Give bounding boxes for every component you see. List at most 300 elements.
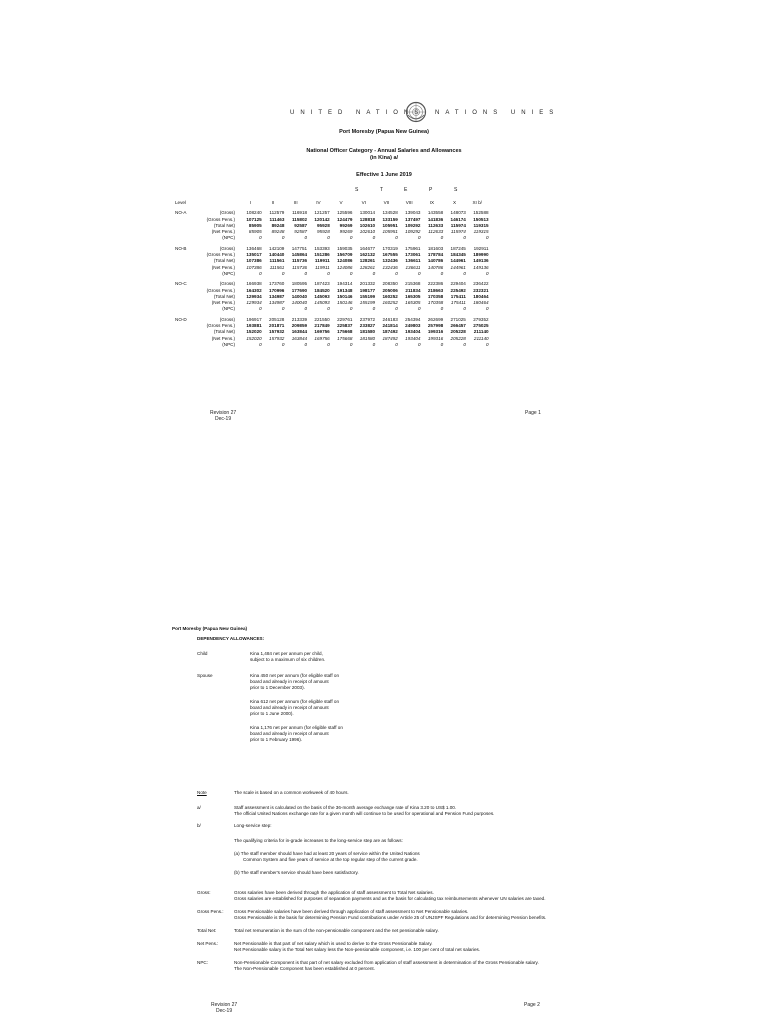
salary-cell: 187423 <box>314 281 330 287</box>
salary-cell: 209859 <box>291 323 308 329</box>
salary-cell: 115802 <box>291 216 308 222</box>
salary-cell: 129934 <box>246 293 262 299</box>
salary-cell: 0 <box>327 306 330 312</box>
salary-cell: 193404 <box>405 329 421 335</box>
salary-cell: 180464 <box>473 300 489 306</box>
salary-cell: 211834 <box>405 287 421 293</box>
salary-cell: 257998 <box>427 323 444 329</box>
salary-cell: 132436 <box>382 258 398 264</box>
salary-cell: 119315 <box>473 229 489 235</box>
salary-cell: 0 <box>486 341 489 347</box>
salary-cell: 109292 <box>405 222 421 228</box>
salary-cell: 0 <box>463 341 466 347</box>
step-header: X <box>452 200 457 205</box>
effective-date: Effective 1 June 2019 <box>356 172 412 178</box>
salary-cell: 0 <box>417 235 421 241</box>
salary-cell: 0 <box>304 341 308 347</box>
salary-cell: 233827 <box>359 323 376 329</box>
step-header: I <box>249 200 251 205</box>
salary-cell: 187245 <box>450 245 466 251</box>
salary-cell: 0 <box>349 270 353 276</box>
revision-date: Dec-19 <box>216 1008 233 1014</box>
salary-cell: 254394 <box>405 316 421 322</box>
salary-cell: 236422 <box>473 281 489 287</box>
row-label: (Gross) <box>219 210 235 216</box>
child-label: Child <box>197 651 208 656</box>
net-pens-label: Net Pens.: <box>197 941 219 946</box>
step-header: IX <box>429 200 435 205</box>
npc-label: NPC: <box>197 960 208 965</box>
salary-cell: 0 <box>395 270 398 276</box>
revision-label: Revision 27 <box>211 1002 238 1008</box>
page-number-1: Page 1 <box>525 410 541 416</box>
row-label: (Gross) <box>219 281 235 287</box>
salary-cell: 136611 <box>405 258 421 264</box>
salary-cell: 173760 <box>269 281 285 287</box>
salary-cell: 229761 <box>337 316 353 322</box>
un-emblem-icon <box>405 101 427 123</box>
salary-cell: 108240 <box>246 210 262 216</box>
salary-cell: 181580 <box>359 329 376 335</box>
salary-cell: 134987 <box>269 300 285 306</box>
salary-cell: 119315 <box>473 222 489 228</box>
salary-cell: 164677 <box>359 245 376 251</box>
spouse-text-2: Kina 612 net per annum (for eligible staff on board and already in receipt of amount prior to 1 June 2000). <box>250 699 340 716</box>
salary-cell: 0 <box>486 306 489 312</box>
salary-cell: 208350 <box>382 281 398 287</box>
net-pens-text: Net Pensionable is that part of net salary which is used to derive to the Gross Pensionable Salary. Net Pensionable salary is the Total Net salary less the Non-pensionable component, i.e. 100 per cent of total net salaries. <box>234 941 481 952</box>
salary-cell: 140786 <box>427 258 444 264</box>
salary-cell: 105951 <box>382 229 398 235</box>
salary-cell: 0 <box>259 270 262 276</box>
salary-cell: 119911 <box>314 258 330 264</box>
salary-cell: 137497 <box>405 216 421 222</box>
salary-cell: 124086 <box>337 258 353 264</box>
salary-cell: 0 <box>463 235 466 241</box>
salary-cell: 225492 <box>450 287 466 293</box>
salary-cell: 85905 <box>248 229 262 235</box>
salary-cell: 111561 <box>269 264 285 270</box>
salary-cell: 95928 <box>316 222 330 228</box>
salary-cell: 0 <box>349 235 353 241</box>
salary-cell: 184345 <box>450 252 466 258</box>
salary-cell: 152020 <box>246 329 262 335</box>
step-header: VIII <box>405 200 413 205</box>
salary-cell: 107125 <box>246 216 262 222</box>
un-english: UNITED NATIONS <box>290 110 425 116</box>
footnote-a-label: a/ <box>197 805 201 810</box>
salary-table <box>175 200 489 352</box>
row-label: (Net Pens.) <box>211 229 235 235</box>
note-text: The scale is based on a common workweek of 40 hours. <box>234 790 349 795</box>
salary-cell: 140040 <box>291 293 308 299</box>
salary-cell: 0 <box>372 341 376 347</box>
salary-cell: 187492 <box>382 335 398 341</box>
salary-cell: 92587 <box>294 229 308 235</box>
gross-label: Gross: <box>197 890 211 895</box>
salary-cell: 170319 <box>382 245 398 251</box>
row-label: (Gross Pens.) <box>206 287 235 293</box>
salary-cell: 160252 <box>382 300 398 306</box>
row-label: (Gross Pens.) <box>206 216 235 222</box>
salary-cell: 218663 <box>427 287 444 293</box>
salary-cell: 99269 <box>339 229 353 235</box>
row-label: (NPC) <box>222 306 235 312</box>
salary-cell: 150513 <box>473 216 489 222</box>
salary-cell: 142109 <box>269 245 285 251</box>
row-label: (NPC) <box>222 235 235 241</box>
salary-cell: 152020 <box>246 335 262 341</box>
salary-cell: 246183 <box>382 316 398 322</box>
salary-cell: 199316 <box>427 329 444 335</box>
salary-cell: 0 <box>349 306 353 312</box>
salary-cell: 241814 <box>382 323 398 329</box>
salary-cell: 0 <box>440 306 444 312</box>
salary-cell: 0 <box>486 270 489 276</box>
salary-cell: 139043 <box>405 210 421 216</box>
salary-cell: 162132 <box>359 252 376 258</box>
salary-cell: 111561 <box>269 258 285 264</box>
salary-cell: 194314 <box>337 281 353 287</box>
salary-cell: 189990 <box>473 252 489 258</box>
salary-cell: 0 <box>259 306 262 312</box>
salary-cell: 0 <box>349 341 353 347</box>
salary-cell: 156709 <box>337 252 353 258</box>
salary-cell: 128261 <box>359 264 376 270</box>
salary-cell: 175668 <box>337 335 353 341</box>
row-label: (Gross Pens.) <box>206 323 235 329</box>
salary-cell: 184520 <box>314 287 330 293</box>
salary-cell: 225837 <box>337 323 353 329</box>
npc-text: Non-Pensionable Component is that part of net salary excluded from application of staff assessment in determination of the Gross Pensionable salary. The Non-Pensionable Component has been established at 0 percent. <box>234 960 539 971</box>
salary-cell: 112633 <box>428 222 444 228</box>
row-label: (Gross Pens.) <box>206 252 235 258</box>
spouse-text-3: Kina 1,176 net per annum (for eligible staff on board and already in receipt of amount prior to 1 February 1996). <box>250 725 343 742</box>
row-label: (Total Net) <box>213 293 235 299</box>
salary-cell: 175961 <box>405 245 421 251</box>
salary-cell: 0 <box>463 270 466 276</box>
salary-cell: 115974 <box>450 229 466 235</box>
salary-cell: 149136 <box>473 258 489 264</box>
salary-cell: 279352 <box>473 316 489 322</box>
salary-cell: 157932 <box>269 335 285 341</box>
salary-cell: 0 <box>281 235 285 241</box>
salary-cell: 205006 <box>382 287 398 293</box>
salary-cell: 132436 <box>382 264 398 270</box>
level-name: NO-A <box>175 210 187 216</box>
salary-cell: 0 <box>327 235 330 241</box>
total-net-text: Total net remuneration is the sum of the non-pensionable component and the net pensionable salary. <box>234 928 439 933</box>
salary-cell: 175411 <box>450 300 466 306</box>
level-name: NO-C <box>175 281 187 287</box>
salary-cell: 0 <box>395 306 398 312</box>
salary-cell: 163844 <box>291 335 308 341</box>
salary-cell: 153393 <box>314 245 330 251</box>
salary-cell: 0 <box>486 235 489 241</box>
doc-title: National Officer Category - Annual Salaries and Allowances <box>306 148 462 154</box>
salary-cell: 134528 <box>382 210 398 216</box>
page-number-2: Page 2 <box>524 1002 540 1008</box>
salary-cell: 146174 <box>450 216 466 222</box>
salary-cell: 92587 <box>294 222 308 228</box>
salary-cell: 107386 <box>246 258 262 264</box>
row-label: (Total Net) <box>213 258 235 264</box>
salary-cell: 205228 <box>450 329 466 335</box>
salary-cell: 89248 <box>271 229 285 235</box>
salary-cell: 193404 <box>405 335 421 341</box>
salary-cell: 0 <box>372 306 376 312</box>
salary-cell: 128818 <box>359 216 376 222</box>
salary-cell: 215368 <box>405 281 421 287</box>
salary-cell: 201871 <box>269 323 285 329</box>
revision-label: Revision 27 <box>210 410 237 416</box>
step-header: IV <box>316 200 321 205</box>
gross-pens-text: Gross Pensionable salaries have been derived through application of staff assessment to Net Pensionable salaries. Gross Pensionable is the basis for determining Pension Fund contributions under Article 25 of UNJSPF Regulations and for determining Pension benefits. <box>234 909 547 920</box>
salary-cell: 165305 <box>405 293 421 299</box>
total-net-label: Total Net: <box>197 928 217 933</box>
salary-cell: 95928 <box>316 229 330 235</box>
salary-cell: 111463 <box>269 216 285 222</box>
salary-cell: 157932 <box>269 329 285 335</box>
salary-cell: 211140 <box>473 335 489 341</box>
salary-cell: 159035 <box>337 245 353 251</box>
step-header: III <box>293 200 298 205</box>
salary-cell: 177690 <box>291 287 308 293</box>
salary-cell: 143558 <box>427 210 444 216</box>
salary-cell: 0 <box>417 306 421 312</box>
salary-cell: 192911 <box>473 245 489 251</box>
salary-cell: 130014 <box>359 210 376 216</box>
salary-cell: 180464 <box>473 293 489 299</box>
salary-cell: 116918 <box>292 210 308 216</box>
row-label: (NPC) <box>222 341 235 347</box>
salary-cell: 0 <box>463 306 466 312</box>
salary-cell: 0 <box>259 235 262 241</box>
salary-cell: 175668 <box>337 329 353 335</box>
gross-text: Gross salaries have been derived through the application of staff assessment to Total Net salaries. Gross salaries are established for purposes of separation payments and as the basis for calculating tax reimbursements whenever UN salaries are taxed. <box>234 890 546 901</box>
salary-cell: 271025 <box>450 316 466 322</box>
salary-cell: 149136 <box>473 264 489 270</box>
salary-cell: 0 <box>327 341 330 347</box>
salary-cell: 199316 <box>427 335 444 341</box>
salary-cell: 145864 <box>291 252 308 258</box>
salary-cell: 0 <box>281 306 285 312</box>
table-row <box>175 271 489 277</box>
footnote-a-text: Staff assessment is calculated on the basis of the 36-month average exchange rate of Kina 3.20 to US$ 1.00. The official United Nations exchange rate for a given month will continue to be used for operational and Pension Fund purposes. <box>234 805 495 816</box>
row-label: (Gross) <box>219 245 235 251</box>
salary-cell: 175411 <box>450 293 466 299</box>
salary-cell: 187492 <box>382 329 398 335</box>
spouse-label: Spouse <box>197 673 213 678</box>
salary-cell: 107386 <box>246 264 262 270</box>
salary-cell: 151286 <box>314 252 330 258</box>
salary-cell: 211140 <box>473 329 489 335</box>
table-row <box>175 306 489 312</box>
salary-cell: 136468 <box>246 245 262 251</box>
salary-cell: 217849 <box>314 323 330 329</box>
salary-cell: 141836 <box>427 216 444 222</box>
salary-cell: 165305 <box>405 300 421 306</box>
salary-cell: 222386 <box>427 281 444 287</box>
salary-cell: 169756 <box>314 335 330 341</box>
level-name: NO-D <box>175 316 187 322</box>
table-spacer <box>175 348 489 352</box>
row-label: (Total Net) <box>213 222 235 228</box>
salary-cell: 145093 <box>314 293 330 299</box>
salary-cell: 0 <box>259 341 262 347</box>
salary-cell: 124479 <box>337 216 353 222</box>
salary-cell: 178784 <box>427 252 444 258</box>
salary-cell: 0 <box>327 270 330 276</box>
salary-cell: 102610 <box>359 229 376 235</box>
salary-cell: 148073 <box>450 210 466 216</box>
step-header: VII <box>383 200 390 205</box>
table-row <box>175 235 489 241</box>
child-text: Kina 1,484 net per annum per child, subject to a maximum of six children. <box>250 651 326 662</box>
salary-cell: 181603 <box>427 245 444 251</box>
footnote-b-text: Long-service step: <box>234 823 272 828</box>
salary-cell: 0 <box>304 306 308 312</box>
salary-cell: 0 <box>417 270 421 276</box>
salary-cell: 102610 <box>359 222 376 228</box>
level-header: Level <box>175 200 186 205</box>
row-label: (NPC) <box>222 270 235 276</box>
salary-cell: 135017 <box>246 252 262 258</box>
table-row <box>175 342 489 348</box>
row-label: (Net Pens.) <box>211 335 235 341</box>
salary-cell: 164302 <box>246 287 262 293</box>
salary-cell: 193881 <box>246 323 262 329</box>
salary-cell: 0 <box>440 235 444 241</box>
salary-cell: 196917 <box>246 316 262 322</box>
salary-cell: 262699 <box>427 316 444 322</box>
salary-cell: 237972 <box>359 316 376 322</box>
salary-cell: 201332 <box>359 281 376 287</box>
salary-cell: 249803 <box>405 323 421 329</box>
step-header: II <box>271 200 275 205</box>
salary-cell: 167555 <box>382 252 398 258</box>
footnote-b-a: (a) The staff member should have had at least 20 years of service within the United Nations Common System and five years of service at the top regular step of the current grade. <box>234 851 420 862</box>
salary-cell: 150146 <box>337 293 353 299</box>
salary-cell: 150146 <box>337 300 353 306</box>
salary-cell: 140040 <box>291 300 308 306</box>
salary-cell: 121257 <box>314 210 330 216</box>
salary-cell: 105951 <box>382 222 398 228</box>
salary-cell: 120142 <box>314 216 330 222</box>
spouse-text-1: Kina 450 net per annum (for eligible staff on board and already in receipt of amount prior to 1 December 2003). <box>250 673 340 690</box>
salary-cell: 115974 <box>450 222 466 228</box>
salary-cell: 170996 <box>269 287 285 293</box>
salary-cell: 169756 <box>314 329 330 335</box>
salary-cell: 99269 <box>339 222 353 228</box>
row-label: (Gross) <box>219 316 235 322</box>
salary-cell: 0 <box>372 235 376 241</box>
salary-cell: 124086 <box>337 264 353 270</box>
footer-revision-2 <box>211 1002 237 1014</box>
salary-cell: 163844 <box>291 329 308 335</box>
salary-cell: 0 <box>417 341 421 347</box>
salary-cell: 170358 <box>427 300 444 306</box>
step-header: XI b/ <box>472 200 482 205</box>
salary-cell: 0 <box>440 270 444 276</box>
row-label: (Net Pens.) <box>211 264 235 270</box>
salary-cell: 275025 <box>473 323 489 329</box>
revision-date: Dec-19 <box>215 416 232 422</box>
salary-cell: 0 <box>281 270 285 276</box>
footnote-b-label: b/ <box>197 823 201 828</box>
salary-cell: 144961 <box>450 258 466 264</box>
row-label: (Net Pens.) <box>211 300 235 306</box>
steps-letter: P <box>429 187 433 193</box>
location-title: Port Moresby (Papua New Guinea) <box>339 129 429 135</box>
salary-cell: 229404 <box>450 281 466 287</box>
salary-cell: 112579 <box>269 210 285 216</box>
salary-cell: 198177 <box>359 287 376 293</box>
salary-cell: 144961 <box>450 264 466 270</box>
salary-cell: 140440 <box>269 252 285 258</box>
dependency-title: DEPENDENCY ALLOWANCES: <box>197 636 265 641</box>
level-name: NO-B <box>175 245 187 251</box>
step-header: VI <box>361 200 366 205</box>
salary-cell: 125596 <box>337 210 353 216</box>
salary-cell: 155199 <box>359 293 376 299</box>
salary-cell: 0 <box>281 341 285 347</box>
salary-cell: 115736 <box>292 264 308 270</box>
salary-cell: 166938 <box>246 281 262 287</box>
row-label: (Total Net) <box>213 329 235 335</box>
table-header-row <box>175 200 489 206</box>
salary-cell: 232321 <box>473 287 489 293</box>
un-french: NATIONS UNIES <box>435 110 560 116</box>
steps-letter: E <box>404 187 408 193</box>
salary-cell: 85905 <box>248 222 262 228</box>
salary-cell: 160252 <box>382 293 398 299</box>
note-label: Note <box>197 790 207 795</box>
salary-cell: 170358 <box>427 293 444 299</box>
salary-cell: 0 <box>372 270 376 276</box>
steps-letter: S <box>454 187 458 193</box>
salary-cell: 0 <box>304 270 308 276</box>
salary-cell: 109292 <box>405 229 421 235</box>
salary-cell: 112633 <box>428 229 444 235</box>
label-header <box>205 200 239 206</box>
salary-cell: 133159 <box>382 216 398 222</box>
salary-cell: 173061 <box>405 252 421 258</box>
gross-pens-label: Gross Pens.: <box>197 909 224 914</box>
salary-cell: 155199 <box>359 300 376 306</box>
salary-cell: 140786 <box>427 264 444 270</box>
steps-letter: T <box>380 187 384 193</box>
doc-subtitle: (in Kina) a/ <box>369 155 399 161</box>
salary-cell: 119911 <box>315 264 330 270</box>
footer-revision-1 <box>210 410 236 422</box>
footnote-b-criteria: The qualifying criteria for in-grade increases to the long-service step are as follows: <box>234 838 403 843</box>
step-header: V <box>339 200 343 205</box>
steps-letter: S <box>355 187 359 193</box>
salary-cell: 128261 <box>359 258 376 264</box>
salary-cell: 221550 <box>314 316 330 322</box>
salary-cell: 191348 <box>337 287 353 293</box>
salary-cell: 205128 <box>269 316 285 322</box>
salary-cell: 89248 <box>271 222 285 228</box>
p2-location: Port Moresby (Papua New Guinea) <box>172 626 248 631</box>
salary-cell: 136611 <box>405 264 421 270</box>
salary-cell: 145093 <box>314 300 330 306</box>
salary-cell: 181580 <box>359 335 376 341</box>
salary-cell: 129934 <box>246 300 262 306</box>
salary-cell: 0 <box>395 341 398 347</box>
salary-cell: 152588 <box>473 210 489 216</box>
